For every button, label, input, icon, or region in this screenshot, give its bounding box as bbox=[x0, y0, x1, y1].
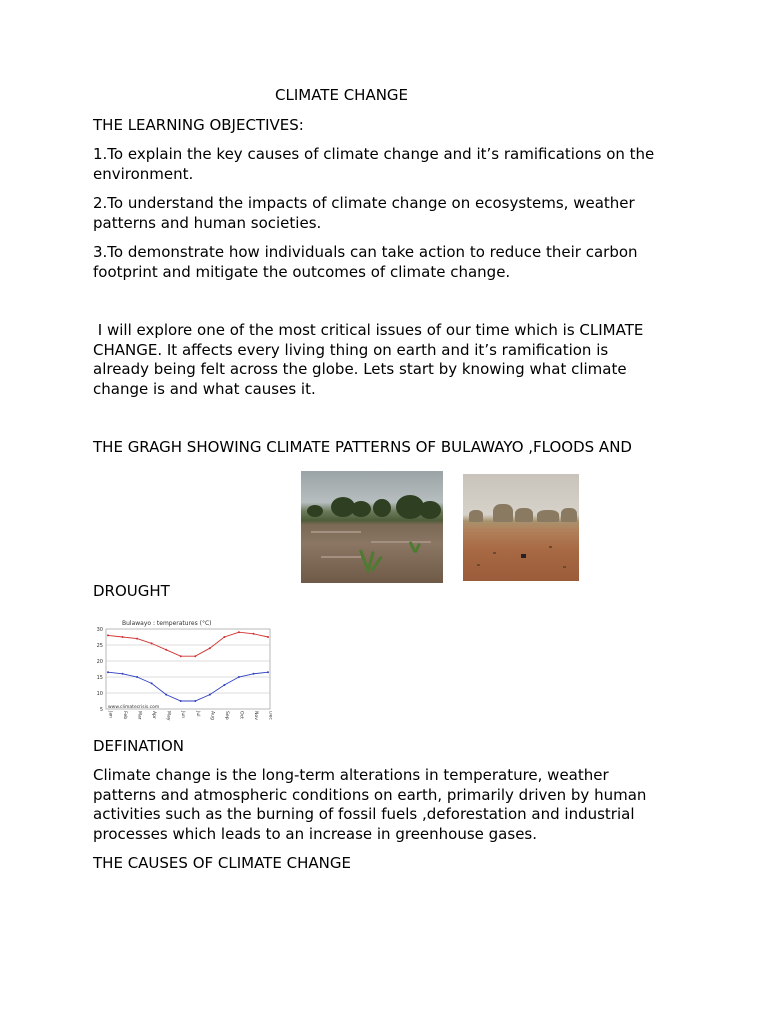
y-tick-label: 5 bbox=[99, 707, 103, 713]
data-point bbox=[151, 682, 153, 684]
data-point bbox=[180, 655, 182, 657]
data-point bbox=[223, 684, 225, 686]
chart-source: www.climatecrisis.com bbox=[108, 705, 160, 710]
bulawayo-temperature-chart bbox=[92, 617, 272, 725]
data-point bbox=[122, 636, 124, 638]
x-tick-label: Oct bbox=[238, 711, 244, 719]
graph-heading: THE GRAGH SHOWING CLIMATE PATTERNS OF BULAWAYO ,FLOODS AND bbox=[93, 438, 632, 456]
data-point bbox=[194, 655, 196, 657]
definition-heading: DEFINATION bbox=[93, 737, 185, 755]
x-tick-label: Nov bbox=[252, 711, 258, 720]
y-tick-label: 20 bbox=[96, 659, 103, 665]
data-point bbox=[165, 649, 167, 651]
objectives-heading: THE LEARNING OBJECTIVES: bbox=[93, 116, 304, 134]
x-tick-label: Jul bbox=[194, 711, 200, 717]
data-point bbox=[267, 671, 269, 673]
data-point bbox=[165, 694, 167, 696]
x-tick-label: May bbox=[165, 711, 171, 721]
objective-1: 1.To explain the key causes of climate change and it’s ramifications on the environment. bbox=[93, 145, 655, 183]
data-point bbox=[223, 636, 225, 638]
objective-3: 3.To demonstrate how individuals can take action to reduce their carbon footprint and mitigate the outcomes of climate change. bbox=[93, 243, 638, 281]
data-point bbox=[107, 634, 109, 636]
y-tick-label: 15 bbox=[96, 675, 103, 681]
x-tick-label: Sep bbox=[223, 711, 229, 720]
data-point bbox=[238, 631, 240, 633]
data-point bbox=[209, 694, 211, 696]
data-point bbox=[180, 700, 182, 702]
data-point bbox=[267, 636, 269, 638]
x-tick-label: Aug bbox=[209, 711, 215, 720]
intro-paragraph: I will explore one of the most critical issues of our time which is CLIMATE CHANGE. It affects every living thing on earth and it’s ramification is already being felt across the globe. Lets start by knowing what climate change is and what causes it. bbox=[93, 321, 644, 398]
y-tick-label: 30 bbox=[96, 627, 103, 633]
drought-label: DROUGHT bbox=[93, 582, 170, 600]
causes-heading: THE CAUSES OF CLIMATE CHANGE bbox=[93, 854, 351, 872]
data-point bbox=[238, 676, 240, 678]
flood-photo bbox=[301, 471, 443, 583]
plot-area bbox=[106, 629, 270, 709]
x-tick-label: Mar bbox=[136, 711, 142, 720]
definition-paragraph: Climate change is the long-term alterations in temperature, weather patterns and atmospheric conditions on earth, primarily driven by human activities such as the burning of fossil fuels ,deforestation and industrial processes which leads to an increase in greenhouse gases. bbox=[93, 766, 647, 843]
data-point bbox=[122, 673, 124, 675]
x-tick-label: Dec bbox=[267, 711, 272, 720]
y-tick-label: 10 bbox=[96, 691, 103, 697]
y-tick-label: 25 bbox=[96, 643, 103, 649]
data-point bbox=[252, 633, 254, 635]
data-point bbox=[209, 647, 211, 649]
data-point bbox=[136, 638, 138, 640]
data-point bbox=[107, 671, 109, 673]
data-point bbox=[194, 700, 196, 702]
document-title: CLIMATE CHANGE bbox=[275, 86, 409, 104]
x-tick-label: Feb bbox=[122, 711, 128, 720]
data-point bbox=[252, 673, 254, 675]
chart-title: Bulawayo : temperatures (°C) bbox=[122, 620, 212, 627]
data-point bbox=[151, 642, 153, 644]
data-point bbox=[136, 676, 138, 678]
x-tick-label: Apr bbox=[151, 711, 157, 719]
drought-photo bbox=[463, 474, 579, 581]
x-tick-label: Jan bbox=[107, 711, 113, 719]
x-tick-label: Jun bbox=[180, 711, 186, 719]
objective-2: 2.To understand the impacts of climate change on ecosystems, weather patterns and human societies. bbox=[93, 194, 635, 232]
